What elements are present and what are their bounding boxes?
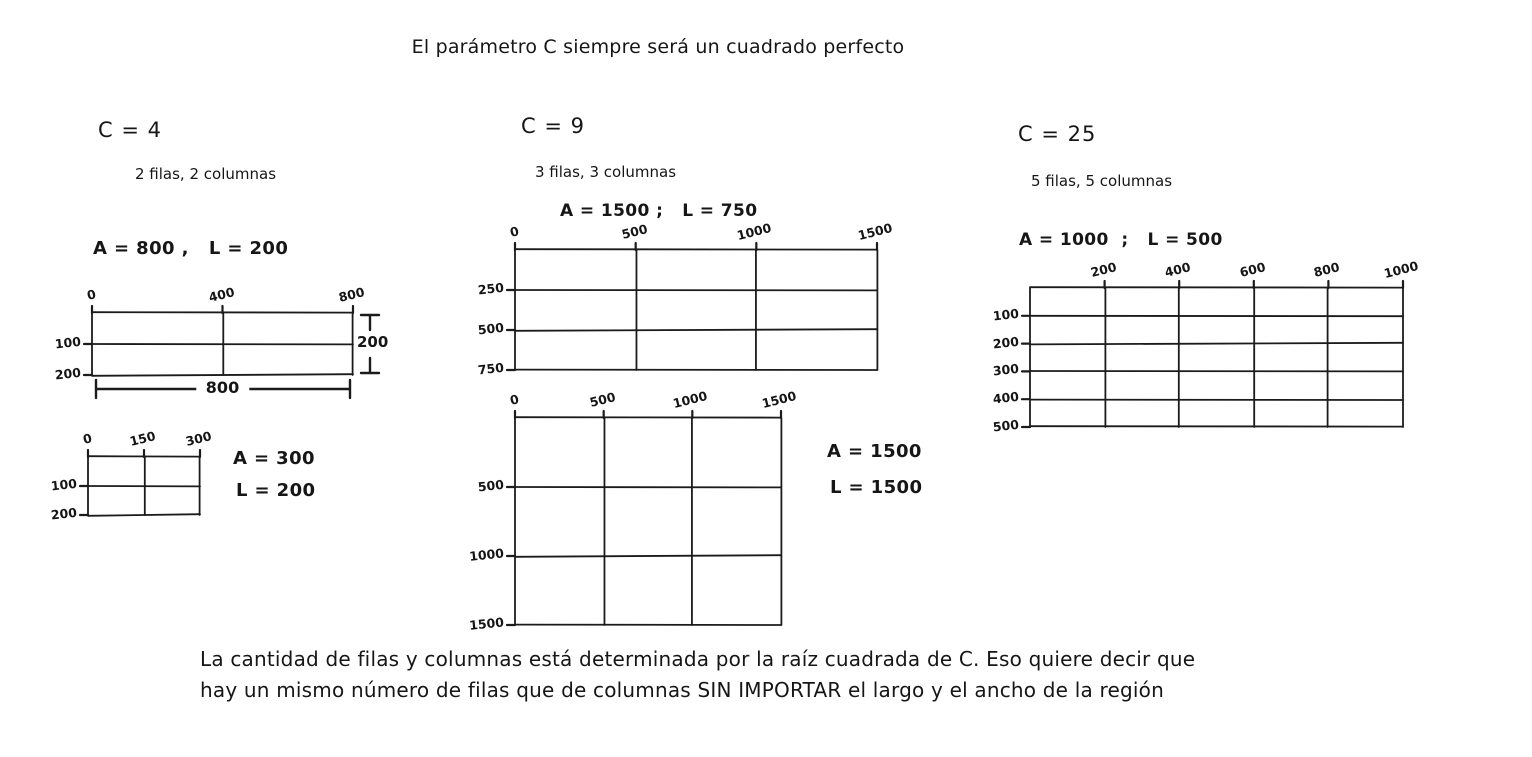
y-tick-label: 500	[992, 416, 1020, 435]
y-tick-label: 1500	[468, 614, 505, 633]
x-tick-label: 600	[1237, 259, 1267, 280]
y-tick-label: 500	[477, 476, 505, 495]
grid-lines	[1030, 288, 1403, 427]
y-tick-label: 500	[477, 319, 505, 338]
x-tick-label: 1000	[735, 220, 774, 244]
x-tick-label: 800	[337, 284, 366, 305]
c9-equation-label: C = 9	[521, 114, 585, 138]
c4-small-length-label: L = 200	[236, 480, 316, 501]
x-tick-label: 0	[85, 286, 98, 303]
x-tick-label: 1000	[1382, 258, 1420, 282]
c4-width-dim-label: 800	[196, 380, 249, 396]
c9-params-label: A = 1500 ; L = 750	[560, 201, 758, 221]
c25-rows-cols-label: 5 filas, 5 columnas	[1031, 172, 1173, 190]
x-tick-label: 200	[1088, 259, 1118, 280]
c9-square-length-label: L = 1500	[830, 477, 923, 498]
y-tick-label: 750	[477, 359, 505, 378]
c9-square-area-label: A = 1500	[827, 441, 922, 462]
c4-equation-label: C = 4	[98, 118, 162, 142]
x-tick-label: 300	[184, 428, 213, 449]
x-tick-label: 0	[508, 391, 521, 408]
footer-line-1: La cantidad de filas y columnas está determinada por la raíz cuadrada de C. Eso quiere decir que	[200, 647, 1196, 671]
x-tick-label: 400	[1163, 259, 1193, 280]
x-tick-label: 0	[508, 223, 521, 240]
x-tick-label: 1500	[760, 388, 798, 412]
y-tick-label: 200	[50, 504, 78, 523]
x-tick-label: 500	[619, 221, 649, 242]
y-tick-label: 200	[54, 364, 82, 383]
y-tick-label: 1000	[468, 545, 505, 564]
y-tick-label: 100	[992, 305, 1020, 324]
y-tick-label: 400	[992, 388, 1020, 407]
c9-rows-cols-label: 3 filas, 3 columnas	[535, 163, 677, 181]
y-tick-label: 200	[992, 333, 1020, 352]
y-tick-label: 300	[992, 361, 1020, 379]
x-tick-label: 800	[1312, 259, 1342, 280]
c4-height-dim-label: 200	[357, 333, 389, 351]
c25-params-label: A = 1000 ; L = 500	[1019, 230, 1223, 250]
y-tick-label: 250	[477, 279, 505, 298]
y-tick-label: 100	[50, 475, 78, 494]
y-tick-label: 100	[54, 333, 82, 352]
x-tick-label: 500	[587, 389, 617, 410]
c25-main-grid	[992, 258, 1420, 435]
c4-rows-cols-label: 2 filas, 2 columnas	[135, 165, 277, 183]
x-tick-label: 1000	[671, 388, 710, 412]
c4-small-area-label: A = 300	[233, 448, 315, 469]
x-tick-label: 150	[128, 428, 157, 449]
x-tick-label: 400	[206, 284, 236, 305]
x-tick-label: 0	[81, 430, 94, 447]
x-tick-label: 1500	[856, 220, 894, 244]
footer-note	[200, 644, 1195, 706]
footer-line-2: hay un mismo número de filas que de columnas SIN IMPORTAR el largo y el ancho de la región	[200, 678, 1164, 702]
c4-params-label: A = 800 , L = 200	[93, 238, 289, 259]
main-title: El parámetro C siempre será un cuadrado perfecto	[411, 36, 905, 58]
c25-equation-label: C = 25	[1018, 122, 1097, 146]
